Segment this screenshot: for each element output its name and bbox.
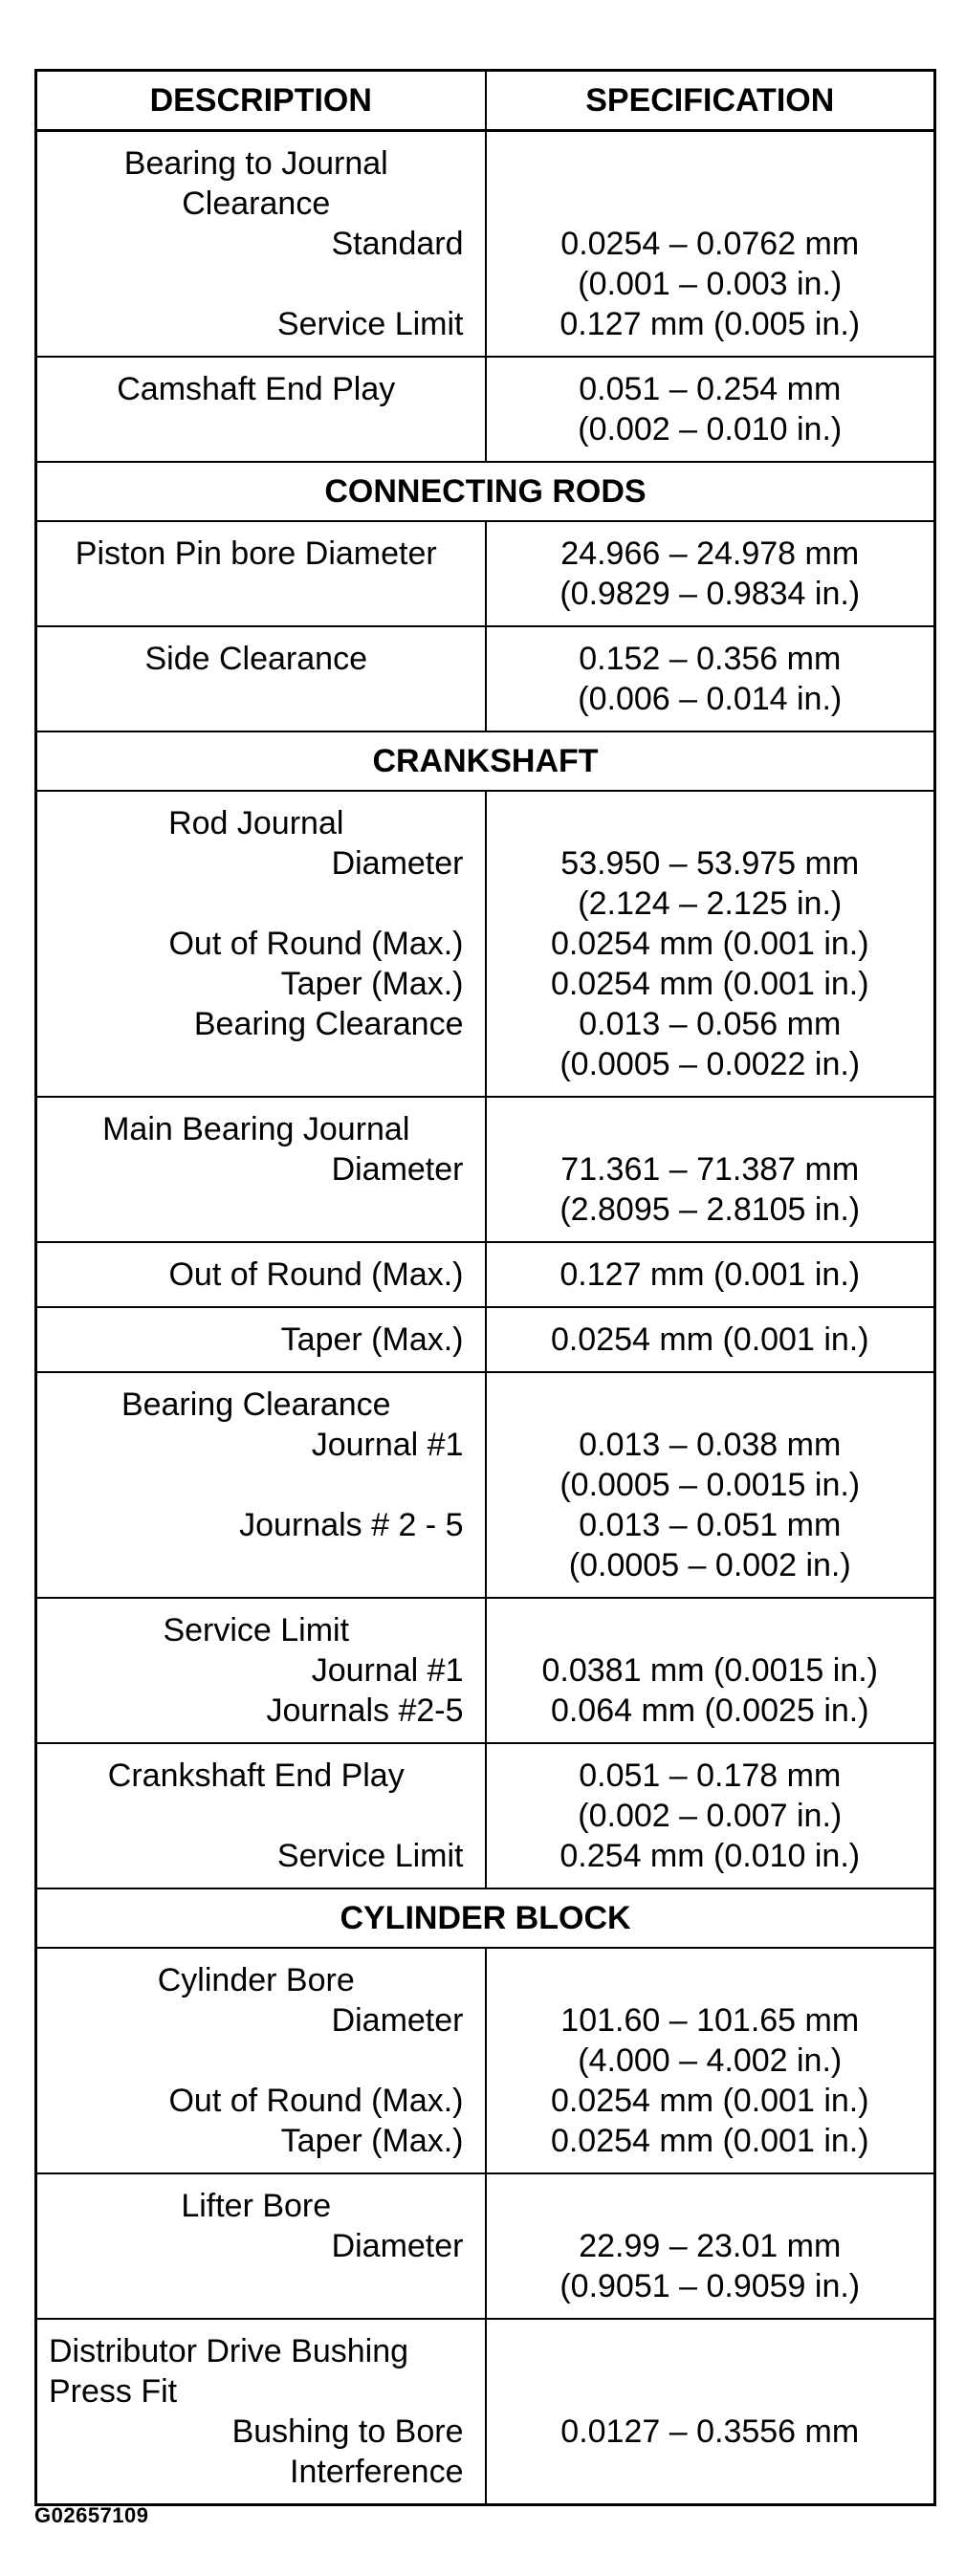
specification-line	[498, 2331, 923, 2371]
specification-line: (4.000 – 4.002 in.)	[578, 2042, 843, 2079]
specification-header: SPECIFICATION	[486, 71, 935, 131]
table-row	[36, 1307, 935, 1372]
description-line: Diameter	[331, 2228, 464, 2264]
specification-line: 0.0254 mm (0.001 in.)	[550, 926, 869, 962]
specification-cell	[486, 1948, 935, 2173]
description-line	[49, 2266, 464, 2306]
description-line: Taper (Max.)	[280, 1321, 464, 1358]
table-row	[36, 131, 935, 358]
specification-cell	[486, 1242, 935, 1307]
description-line	[49, 1190, 464, 1230]
description-cell	[36, 1097, 486, 1242]
description-line: Piston Pin bore Diameter	[75, 535, 437, 572]
section-header-row	[36, 462, 935, 521]
description-line: Distributor Drive Bushing	[49, 2333, 409, 2369]
figure-code: G02657109	[34, 2503, 149, 2527]
description-line: Out of Round (Max.)	[168, 2083, 464, 2119]
description-line: Side Clearance	[144, 641, 367, 677]
specification-line: 0.127 mm (0.005 in.)	[559, 306, 861, 342]
description-cell	[36, 1948, 486, 2173]
description-cell	[36, 1598, 486, 1743]
table-header-row	[36, 71, 935, 131]
section-title: CYLINDER BLOCK	[36, 1888, 935, 1948]
specification-line	[498, 143, 923, 184]
description-line: Diameter	[331, 845, 464, 882]
specification-line: 0.051 – 0.178 mm	[579, 1757, 842, 1794]
description-cell	[36, 131, 486, 358]
description-cell	[36, 2319, 486, 2505]
table-row	[36, 2173, 935, 2319]
specification-line: 0.0254 mm (0.001 in.)	[550, 2123, 869, 2159]
description-line: Main Bearing Journal	[102, 1111, 410, 1147]
specification-cell	[486, 521, 935, 626]
description-line	[49, 1545, 464, 1585]
specification-line: 71.361 – 71.387 mm	[560, 1151, 860, 1188]
specification-line: 0.013 – 0.056 mm	[579, 1006, 842, 1042]
table-row	[36, 1948, 935, 2173]
specification-line: (0.0005 – 0.0015 in.)	[559, 1467, 861, 1503]
specification-cell	[486, 1097, 935, 1242]
specification-line: 0.0254 mm (0.001 in.)	[550, 966, 869, 1002]
description-line: Crankshaft End Play	[107, 1757, 405, 1794]
description-line: Clearance	[182, 186, 331, 222]
specification-table	[34, 69, 936, 2506]
specification-line: 22.99 – 23.01 mm	[579, 2228, 842, 2264]
description-line: Interference	[290, 2454, 464, 2490]
specification-line	[498, 2371, 923, 2412]
specification-line: 0.051 – 0.254 mm	[579, 371, 842, 407]
description-line: Journals #2-5	[266, 1692, 464, 1729]
description-line: Camshaft End Play	[117, 371, 396, 407]
table-row	[36, 1743, 935, 1888]
section-header-row	[36, 1888, 935, 1948]
description-cell	[36, 521, 486, 626]
table-body	[36, 131, 935, 2505]
specification-cell	[486, 2319, 935, 2505]
specification-line: (0.9829 – 0.9834 in.)	[559, 576, 861, 612]
description-line: Out of Round (Max.)	[168, 1256, 464, 1293]
description-line: Bearing to Journal	[123, 145, 388, 182]
description-line	[49, 679, 464, 719]
specification-line: 0.013 – 0.038 mm	[579, 1427, 842, 1463]
description-line	[49, 1465, 464, 1505]
table-row	[36, 791, 935, 1097]
specification-line	[498, 184, 923, 224]
description-line: Rod Journal	[168, 805, 344, 841]
table-row	[36, 1598, 935, 1743]
specification-cell	[486, 1372, 935, 1598]
description-line: Journals # 2 - 5	[239, 1507, 464, 1543]
description-line: Bearing Clearance	[193, 1006, 464, 1042]
specification-line	[498, 2186, 923, 2226]
table-row	[36, 626, 935, 731]
description-line: Journal #1	[311, 1427, 464, 1463]
specification-line: 0.064 mm (0.0025 in.)	[550, 1692, 869, 1729]
specification-line: (2.8095 – 2.8105 in.)	[559, 1191, 861, 1228]
specification-cell	[486, 1307, 935, 1372]
specification-line	[498, 1960, 923, 2000]
specification-line: 0.0381 mm (0.0015 in.)	[541, 1652, 879, 1689]
specification-line: 0.152 – 0.356 mm	[579, 641, 842, 677]
description-line: Lifter Bore	[181, 2188, 332, 2224]
description-line: Out of Round (Max.)	[168, 926, 464, 962]
description-line	[49, 884, 464, 924]
specification-line	[498, 2452, 923, 2492]
description-line: Service Limit	[163, 1612, 350, 1648]
description-line	[49, 574, 464, 614]
specification-cell	[486, 626, 935, 731]
description-line: Diameter	[331, 2002, 464, 2039]
section-header-row	[36, 731, 935, 791]
description-line: Press Fit	[49, 2373, 178, 2410]
specification-line: 0.127 mm (0.001 in.)	[559, 1256, 861, 1293]
description-cell	[36, 357, 486, 462]
specification-line: (2.124 – 2.125 in.)	[578, 885, 843, 922]
description-line: Bushing to Bore	[231, 2413, 464, 2450]
specification-line	[498, 1610, 923, 1650]
table-row	[36, 2319, 935, 2505]
specification-cell	[486, 791, 935, 1097]
description-line	[49, 1796, 464, 1836]
specification-cell	[486, 357, 935, 462]
description-cell	[36, 1242, 486, 1307]
specification-cell	[486, 2173, 935, 2319]
specification-line: 53.950 – 53.975 mm	[560, 845, 860, 882]
specification-line	[498, 1109, 923, 1149]
description-line	[49, 264, 464, 304]
description-cell	[36, 1307, 486, 1372]
description-line: Service Limit	[276, 306, 464, 342]
specification-line: 0.0254 mm (0.001 in.)	[550, 1321, 869, 1358]
specification-line: 0.0254 – 0.0762 mm	[560, 226, 860, 262]
specification-line: (0.0005 – 0.0022 in.)	[559, 1046, 861, 1082]
specification-line: 0.254 mm (0.010 in.)	[559, 1838, 861, 1874]
specification-line: (0.9051 – 0.9059 in.)	[559, 2268, 861, 2304]
specification-line: 0.013 – 0.051 mm	[579, 1507, 842, 1543]
table-row	[36, 1372, 935, 1598]
specification-line	[498, 1385, 923, 1425]
description-line: Taper (Max.)	[280, 2123, 464, 2159]
table-row	[36, 1242, 935, 1307]
description-line: Taper (Max.)	[280, 966, 464, 1002]
description-line: Cylinder Bore	[157, 1962, 355, 1998]
specification-line: (0.006 – 0.014 in.)	[578, 681, 843, 717]
specification-cell	[486, 1598, 935, 1743]
specification-line: 0.0254 mm (0.001 in.)	[550, 2083, 869, 2119]
section-title: CRANKSHAFT	[36, 731, 935, 791]
specification-line: 101.60 – 101.65 mm	[560, 2002, 860, 2039]
specification-line: (0.002 – 0.010 in.)	[578, 411, 843, 448]
specification-line: (0.0005 – 0.002 in.)	[568, 1547, 851, 1583]
section-title: CONNECTING RODS	[36, 462, 935, 521]
description-header: DESCRIPTION	[36, 71, 486, 131]
description-line: Standard	[331, 226, 464, 262]
description-cell	[36, 626, 486, 731]
description-line: Service Limit	[276, 1838, 464, 1874]
specification-line	[498, 803, 923, 843]
description-line	[49, 2041, 464, 2081]
specification-line: 0.0127 – 0.3556 mm	[560, 2413, 860, 2450]
description-cell	[36, 791, 486, 1097]
description-line: Bearing Clearance	[121, 1386, 391, 1423]
description-line	[49, 409, 464, 449]
specification-line: 24.966 – 24.978 mm	[560, 535, 860, 572]
description-cell	[36, 1372, 486, 1598]
specification-line: (0.002 – 0.007 in.)	[578, 1798, 843, 1834]
table-row	[36, 521, 935, 626]
description-line	[49, 1044, 464, 1084]
table-row	[36, 357, 935, 462]
specification-cell	[486, 1743, 935, 1888]
description-cell	[36, 1743, 486, 1888]
description-line: Diameter	[331, 1151, 464, 1188]
specification-line: (0.001 – 0.003 in.)	[578, 266, 843, 302]
specification-cell	[486, 131, 935, 358]
table-row	[36, 1097, 935, 1242]
description-cell	[36, 2173, 486, 2319]
description-line: Journal #1	[311, 1652, 464, 1689]
